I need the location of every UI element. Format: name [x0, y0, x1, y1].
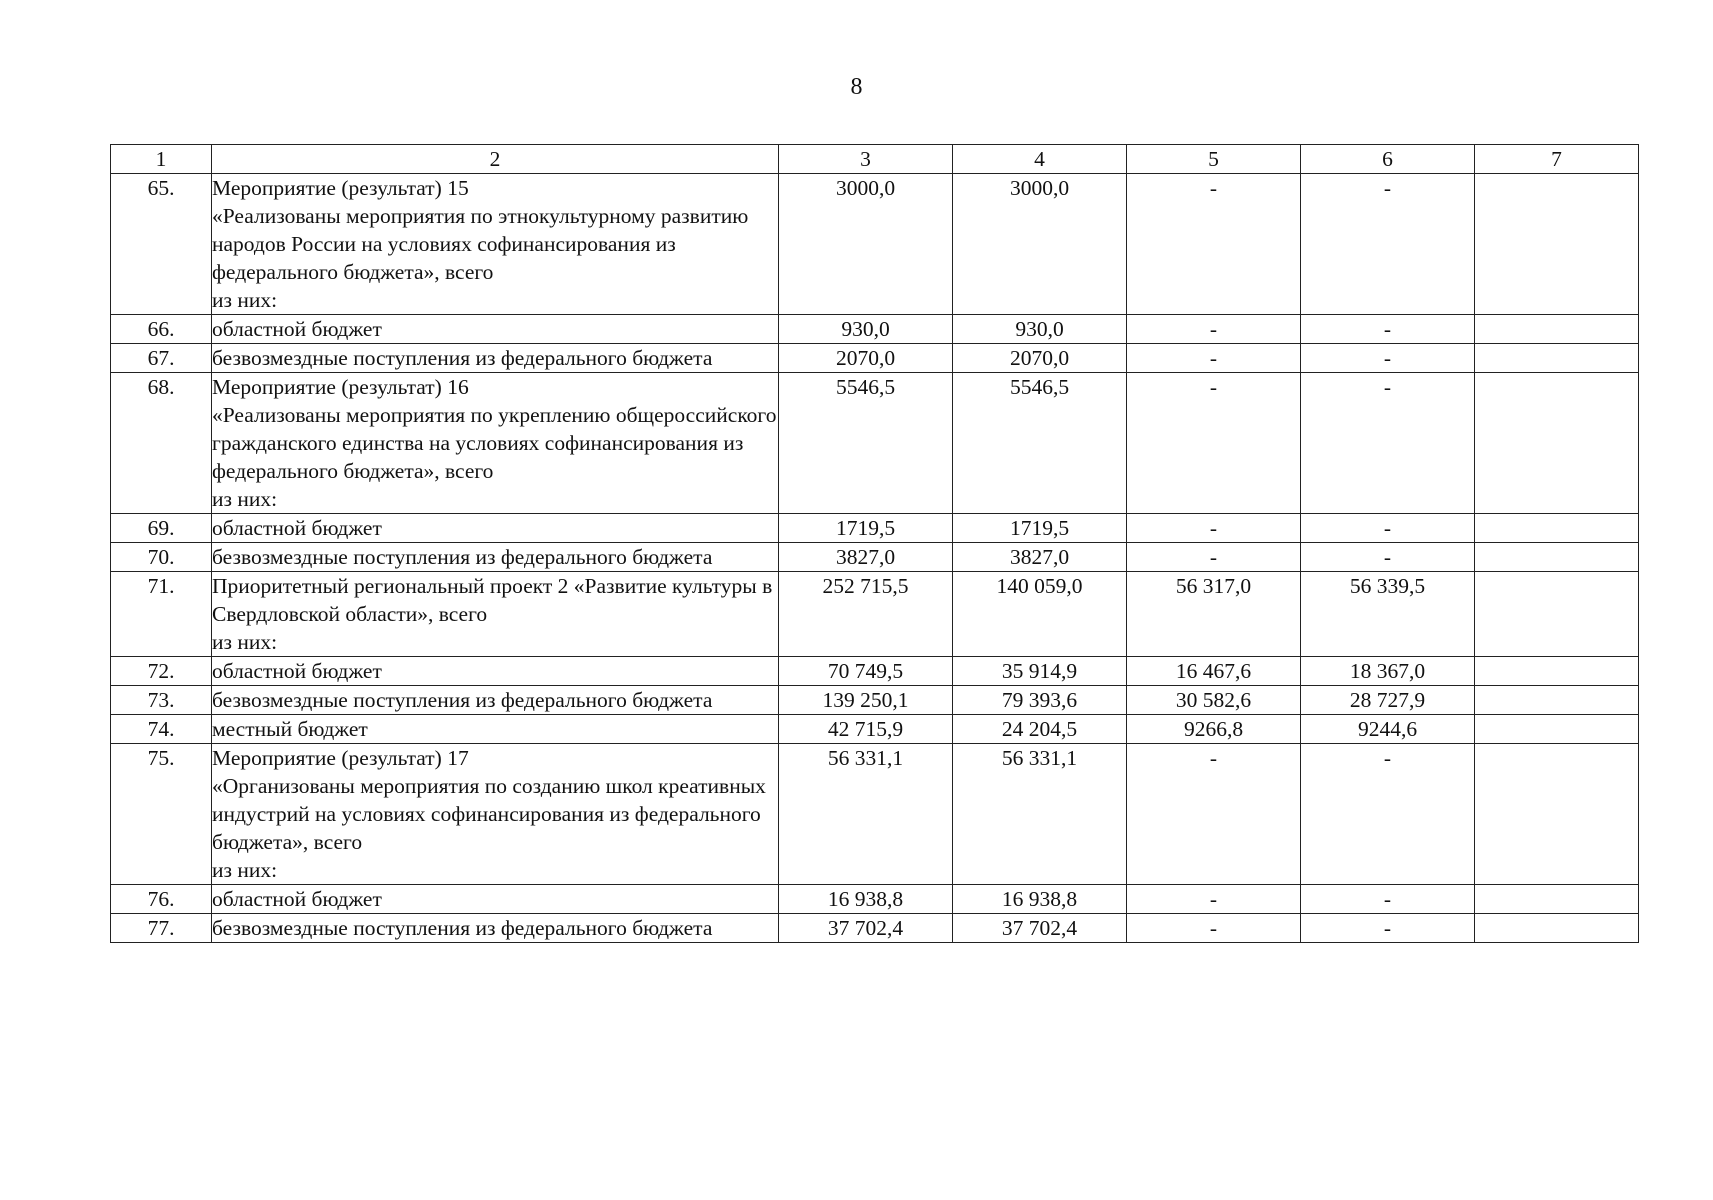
cell-year-2: - [1127, 344, 1301, 373]
cell-year-1: 3000,0 [953, 174, 1127, 315]
cell-year-3: - [1301, 174, 1475, 315]
page-number: 8 [850, 74, 863, 100]
table-row [111, 657, 1639, 686]
row-description: Приоритетный региональный проект 2 «Развитие культуры в Свердловской области», всего из них: [212, 572, 779, 657]
cell-col-7 [1475, 572, 1639, 657]
cell-col-7 [1475, 344, 1639, 373]
table-row [111, 373, 1639, 514]
cell-col-7 [1475, 715, 1639, 744]
cell-year-2: - [1127, 744, 1301, 885]
row-number: 68. [111, 373, 212, 514]
cell-total: 139 250,1 [779, 686, 953, 715]
table-row [111, 572, 1639, 657]
cell-total: 252 715,5 [779, 572, 953, 657]
cell-col-7 [1475, 744, 1639, 885]
row-description: безвозмездные поступления из федерального бюджета [212, 914, 779, 943]
row-number: 69. [111, 514, 212, 543]
cell-total: 42 715,9 [779, 715, 953, 744]
cell-year-2: 30 582,6 [1127, 686, 1301, 715]
table-row [111, 914, 1639, 943]
cell-total: 1719,5 [779, 514, 953, 543]
cell-year-3: 56 339,5 [1301, 572, 1475, 657]
cell-year-1: 56 331,1 [953, 744, 1127, 885]
cell-year-1: 1719,5 [953, 514, 1127, 543]
cell-year-1: 24 204,5 [953, 715, 1127, 744]
table-row [111, 174, 1639, 315]
cell-year-1: 16 938,8 [953, 885, 1127, 914]
row-description: безвозмездные поступления из федерального бюджета [212, 686, 779, 715]
cell-year-3: 28 727,9 [1301, 686, 1475, 715]
cell-year-1: 2070,0 [953, 344, 1127, 373]
row-number: 75. [111, 744, 212, 885]
cell-year-1: 79 393,6 [953, 686, 1127, 715]
row-description: Мероприятие (результат) 15 «Реализованы мероприятия по этнокультурному развитию народов России на условиях софинансирования из федерального бюджета», всего из них: [212, 174, 779, 315]
cell-col-7 [1475, 373, 1639, 514]
row-description: безвозмездные поступления из федерального бюджета [212, 344, 779, 373]
cell-year-1: 3827,0 [953, 543, 1127, 572]
cell-year-2: - [1127, 373, 1301, 514]
table-row [111, 543, 1639, 572]
cell-total: 56 331,1 [779, 744, 953, 885]
row-description: областной бюджет [212, 514, 779, 543]
cell-col-7 [1475, 174, 1639, 315]
column-header: 4 [953, 145, 1127, 174]
cell-year-3: - [1301, 914, 1475, 943]
row-number: 73. [111, 686, 212, 715]
cell-year-2: 9266,8 [1127, 715, 1301, 744]
cell-year-2: - [1127, 543, 1301, 572]
table-row [111, 885, 1639, 914]
cell-total: 16 938,8 [779, 885, 953, 914]
cell-total: 930,0 [779, 315, 953, 344]
row-number: 71. [111, 572, 212, 657]
row-number: 66. [111, 315, 212, 344]
cell-col-7 [1475, 686, 1639, 715]
row-description: Мероприятие (результат) 16 «Реализованы мероприятия по укреплению общероссийского гражданского единства на условиях софинансирования из федерального бюджета», всего из них: [212, 373, 779, 514]
cell-year-1: 5546,5 [953, 373, 1127, 514]
cell-col-7 [1475, 657, 1639, 686]
cell-year-2: - [1127, 174, 1301, 315]
cell-total: 5546,5 [779, 373, 953, 514]
cell-year-2: - [1127, 914, 1301, 943]
row-description: Мероприятие (результат) 17 «Организованы мероприятия по созданию школ креативных индустрий на условиях софинансирования из федерального бюджета», всего из них: [212, 744, 779, 885]
cell-year-1: 35 914,9 [953, 657, 1127, 686]
row-number: 76. [111, 885, 212, 914]
cell-col-7 [1475, 315, 1639, 344]
row-number: 70. [111, 543, 212, 572]
cell-year-2: 16 467,6 [1127, 657, 1301, 686]
cell-year-3: - [1301, 744, 1475, 885]
column-header: 1 [111, 145, 212, 174]
cell-year-2: - [1127, 514, 1301, 543]
cell-total: 70 749,5 [779, 657, 953, 686]
row-number: 67. [111, 344, 212, 373]
cell-col-7 [1475, 543, 1639, 572]
header-row [111, 145, 1639, 174]
row-description: областной бюджет [212, 657, 779, 686]
cell-year-1: 37 702,4 [953, 914, 1127, 943]
cell-year-3: - [1301, 543, 1475, 572]
cell-total: 3000,0 [779, 174, 953, 315]
table-row [111, 744, 1639, 885]
row-number: 74. [111, 715, 212, 744]
row-description: областной бюджет [212, 315, 779, 344]
cell-year-1: 140 059,0 [953, 572, 1127, 657]
column-header: 6 [1301, 145, 1475, 174]
cell-total: 37 702,4 [779, 914, 953, 943]
table-row [111, 344, 1639, 373]
cell-year-2: - [1127, 885, 1301, 914]
row-description: местный бюджет [212, 715, 779, 744]
budget-table [110, 144, 1639, 943]
table-row [111, 715, 1639, 744]
cell-col-7 [1475, 885, 1639, 914]
cell-year-3: - [1301, 373, 1475, 514]
cell-year-1: 930,0 [953, 315, 1127, 344]
cell-year-3: - [1301, 514, 1475, 543]
column-header: 3 [779, 145, 953, 174]
row-description: безвозмездные поступления из федерального бюджета [212, 543, 779, 572]
cell-year-3: - [1301, 344, 1475, 373]
cell-year-3: 9244,6 [1301, 715, 1475, 744]
row-description: областной бюджет [212, 885, 779, 914]
column-header: 5 [1127, 145, 1301, 174]
cell-total: 3827,0 [779, 543, 953, 572]
column-header: 7 [1475, 145, 1639, 174]
cell-total: 2070,0 [779, 344, 953, 373]
cell-year-2: 56 317,0 [1127, 572, 1301, 657]
cell-col-7 [1475, 914, 1639, 943]
table-row [111, 514, 1639, 543]
cell-col-7 [1475, 514, 1639, 543]
row-number: 72. [111, 657, 212, 686]
table-row [111, 686, 1639, 715]
cell-year-3: 18 367,0 [1301, 657, 1475, 686]
row-number: 65. [111, 174, 212, 315]
table-row [111, 315, 1639, 344]
row-number: 77. [111, 914, 212, 943]
column-header: 2 [212, 145, 779, 174]
cell-year-2: - [1127, 315, 1301, 344]
cell-year-3: - [1301, 885, 1475, 914]
cell-year-3: - [1301, 315, 1475, 344]
